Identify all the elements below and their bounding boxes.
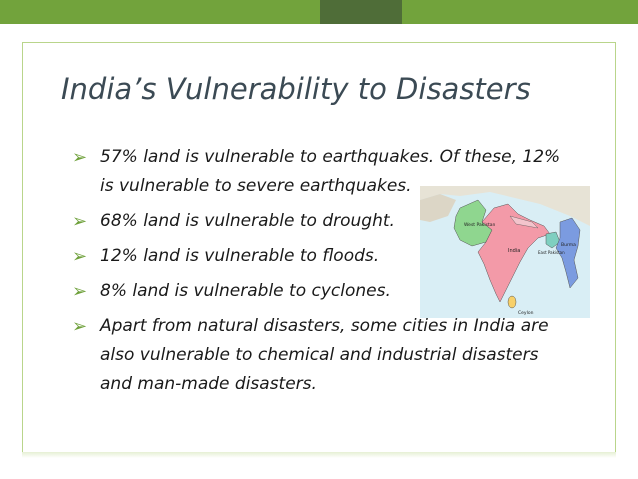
chevron-right-icon: ➢ — [72, 246, 88, 267]
map-label-burma: Burma — [561, 243, 576, 248]
bullet-text: 12% land is vulnerable to floods. — [100, 246, 380, 266]
bullet-item-floods — [72, 242, 592, 271]
map-label-india: India — [508, 248, 521, 254]
map-label-ceylon: Ceylon — [518, 311, 534, 316]
bullet-list — [72, 143, 592, 405]
bullet-text: 8% land is vulnerable to cyclones. — [100, 281, 391, 301]
bullet-text: 68% land is vulnerable to drought. — [100, 211, 395, 231]
frame-shadow — [22, 452, 616, 458]
slide-title: India’s Vulnerability to Disasters — [61, 72, 531, 106]
chevron-right-icon: ➢ — [72, 281, 88, 302]
bullet-item-cyclones — [72, 277, 592, 306]
bullet-text: 57% land is vulnerable to earthquakes. Of these, 12% is vulnerable to severe earthquakes. — [100, 147, 561, 196]
top-accent-tab — [320, 0, 402, 24]
top-accent-bar — [0, 0, 638, 24]
bullet-item-drought — [72, 207, 592, 236]
chevron-right-icon: ➢ — [72, 147, 88, 168]
bullet-text: Apart from natural disasters, some cities in India are also vulnerable to chemical and industrial disasters and man-made disasters. — [100, 316, 549, 394]
map-label-west-pakistan: West Pakistan — [464, 223, 496, 228]
bullet-item-man-made — [72, 312, 570, 399]
chevron-right-icon: ➢ — [72, 211, 88, 232]
map-label-east-pakistan: East Pakistan — [538, 250, 565, 255]
bullet-item-earthquakes — [72, 143, 570, 201]
chevron-right-icon: ➢ — [72, 316, 88, 337]
